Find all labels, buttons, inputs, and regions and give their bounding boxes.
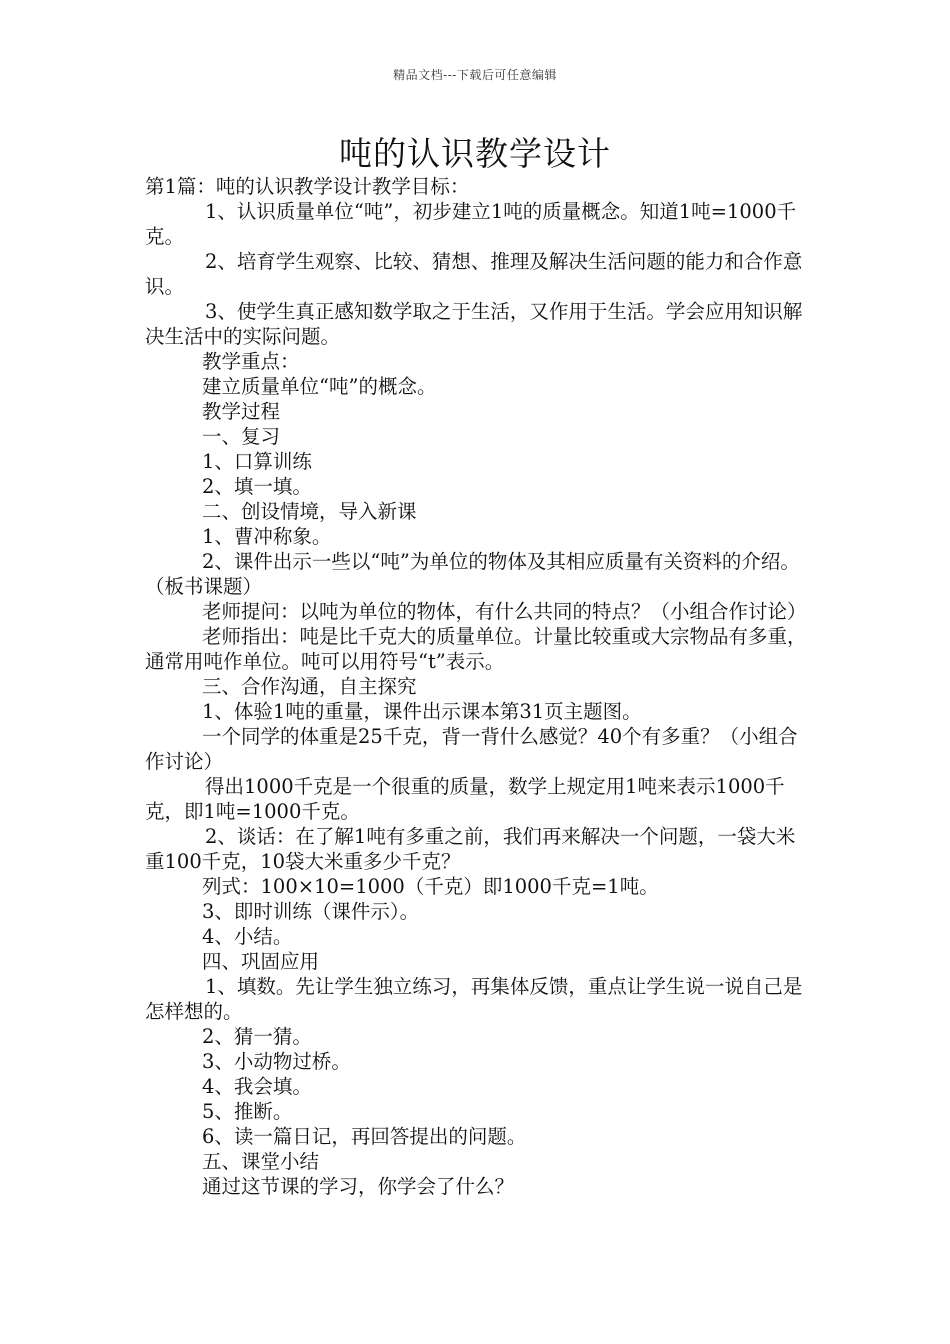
document-title: 吨的认识教学设计 — [339, 134, 611, 173]
paragraph: 2、培育学生观察、比较、猜想、推理及解决生活问题的能力和合作意识。 — [145, 250, 803, 298]
section-heading: 三、合作沟通，自主探究 — [202, 675, 417, 698]
paragraph: 通过这节课的学习，你学会了什么？ — [202, 1175, 515, 1198]
section-heading: 五、课堂小结 — [202, 1150, 320, 1173]
list-item: 1、口算训练 — [202, 450, 312, 473]
list-item: 4、我会填。 — [202, 1075, 312, 1098]
list-item: 4、小结。 — [202, 925, 293, 948]
page-header-note: 精品文档---下载后可任意编辑 — [393, 68, 557, 82]
section-heading: 一、复习 — [202, 425, 281, 448]
paragraph: 3、使学生真正感知数学取之于生活，又作用于生活。学会应用知识解决生活中的实际问题。 — [145, 300, 803, 348]
section-heading: 四、巩固应用 — [202, 950, 320, 973]
paragraph: 老师提问：以吨为单位的物体，有什么共同的特点？（小组合作讨论） — [202, 600, 807, 623]
list-item: 2、课件出示一些以“吨”为单位的物体及其相应质量有关资料的介绍。（板书课题） — [145, 550, 800, 598]
list-item: 3、即时训练（课件示）。 — [202, 900, 420, 923]
list-item: 1、填数。先让学生独立练习，再集体反馈，重点让学生说一说自己是怎样想的。 — [145, 975, 803, 1023]
paragraph: 建立质量单位“吨”的概念。 — [202, 375, 437, 398]
list-item: 2、谈话：在了解1吨有多重之前，我们再来解决一个问题，一袋大米重100千克，10袋大米重多少千克？ — [145, 825, 796, 873]
paragraph: 列式：100×10=1000（千克）即1000千克=1吨。 — [202, 875, 659, 898]
document-body — [145, 174, 810, 1199]
paragraph: 1、认识质量单位“吨”，初步建立1吨的质量概念。知道1吨=1000千克。 — [145, 200, 797, 248]
paragraph: 老师指出：吨是比千克大的质量单位。计量比较重或大宗物品有多重，通常用吨作单位。吨可以用符号“t”表示。 — [145, 625, 807, 673]
paragraph: 得出1000千克是一个很重的质量，数学上规定用1吨来表示1000千克，即1吨=1000千克。 — [145, 775, 785, 823]
paragraph-heading: 第1篇：吨的认识教学设计教学目标： — [145, 175, 470, 198]
list-item: 6、读一篇日记，再回答提出的问题。 — [202, 1125, 527, 1148]
list-item: 3、小动物过桥。 — [202, 1050, 351, 1073]
list-item: 2、填一填。 — [202, 475, 312, 498]
paragraph: 一个同学的体重是25千克，背一背什么感觉？40个有多重？（小组合作讨论） — [145, 725, 798, 773]
list-item: 5、推断。 — [202, 1100, 293, 1123]
list-item: 1、曹冲称象。 — [202, 525, 332, 548]
list-item: 2、猜一猜。 — [202, 1025, 312, 1048]
section-heading: 教学重点： — [202, 350, 300, 373]
list-item: 1、体验1吨的重量，课件出示课本第31页主题图。 — [202, 700, 642, 723]
section-heading: 二、创设情境，导入新课 — [202, 500, 417, 523]
section-heading: 教学过程 — [202, 400, 281, 423]
